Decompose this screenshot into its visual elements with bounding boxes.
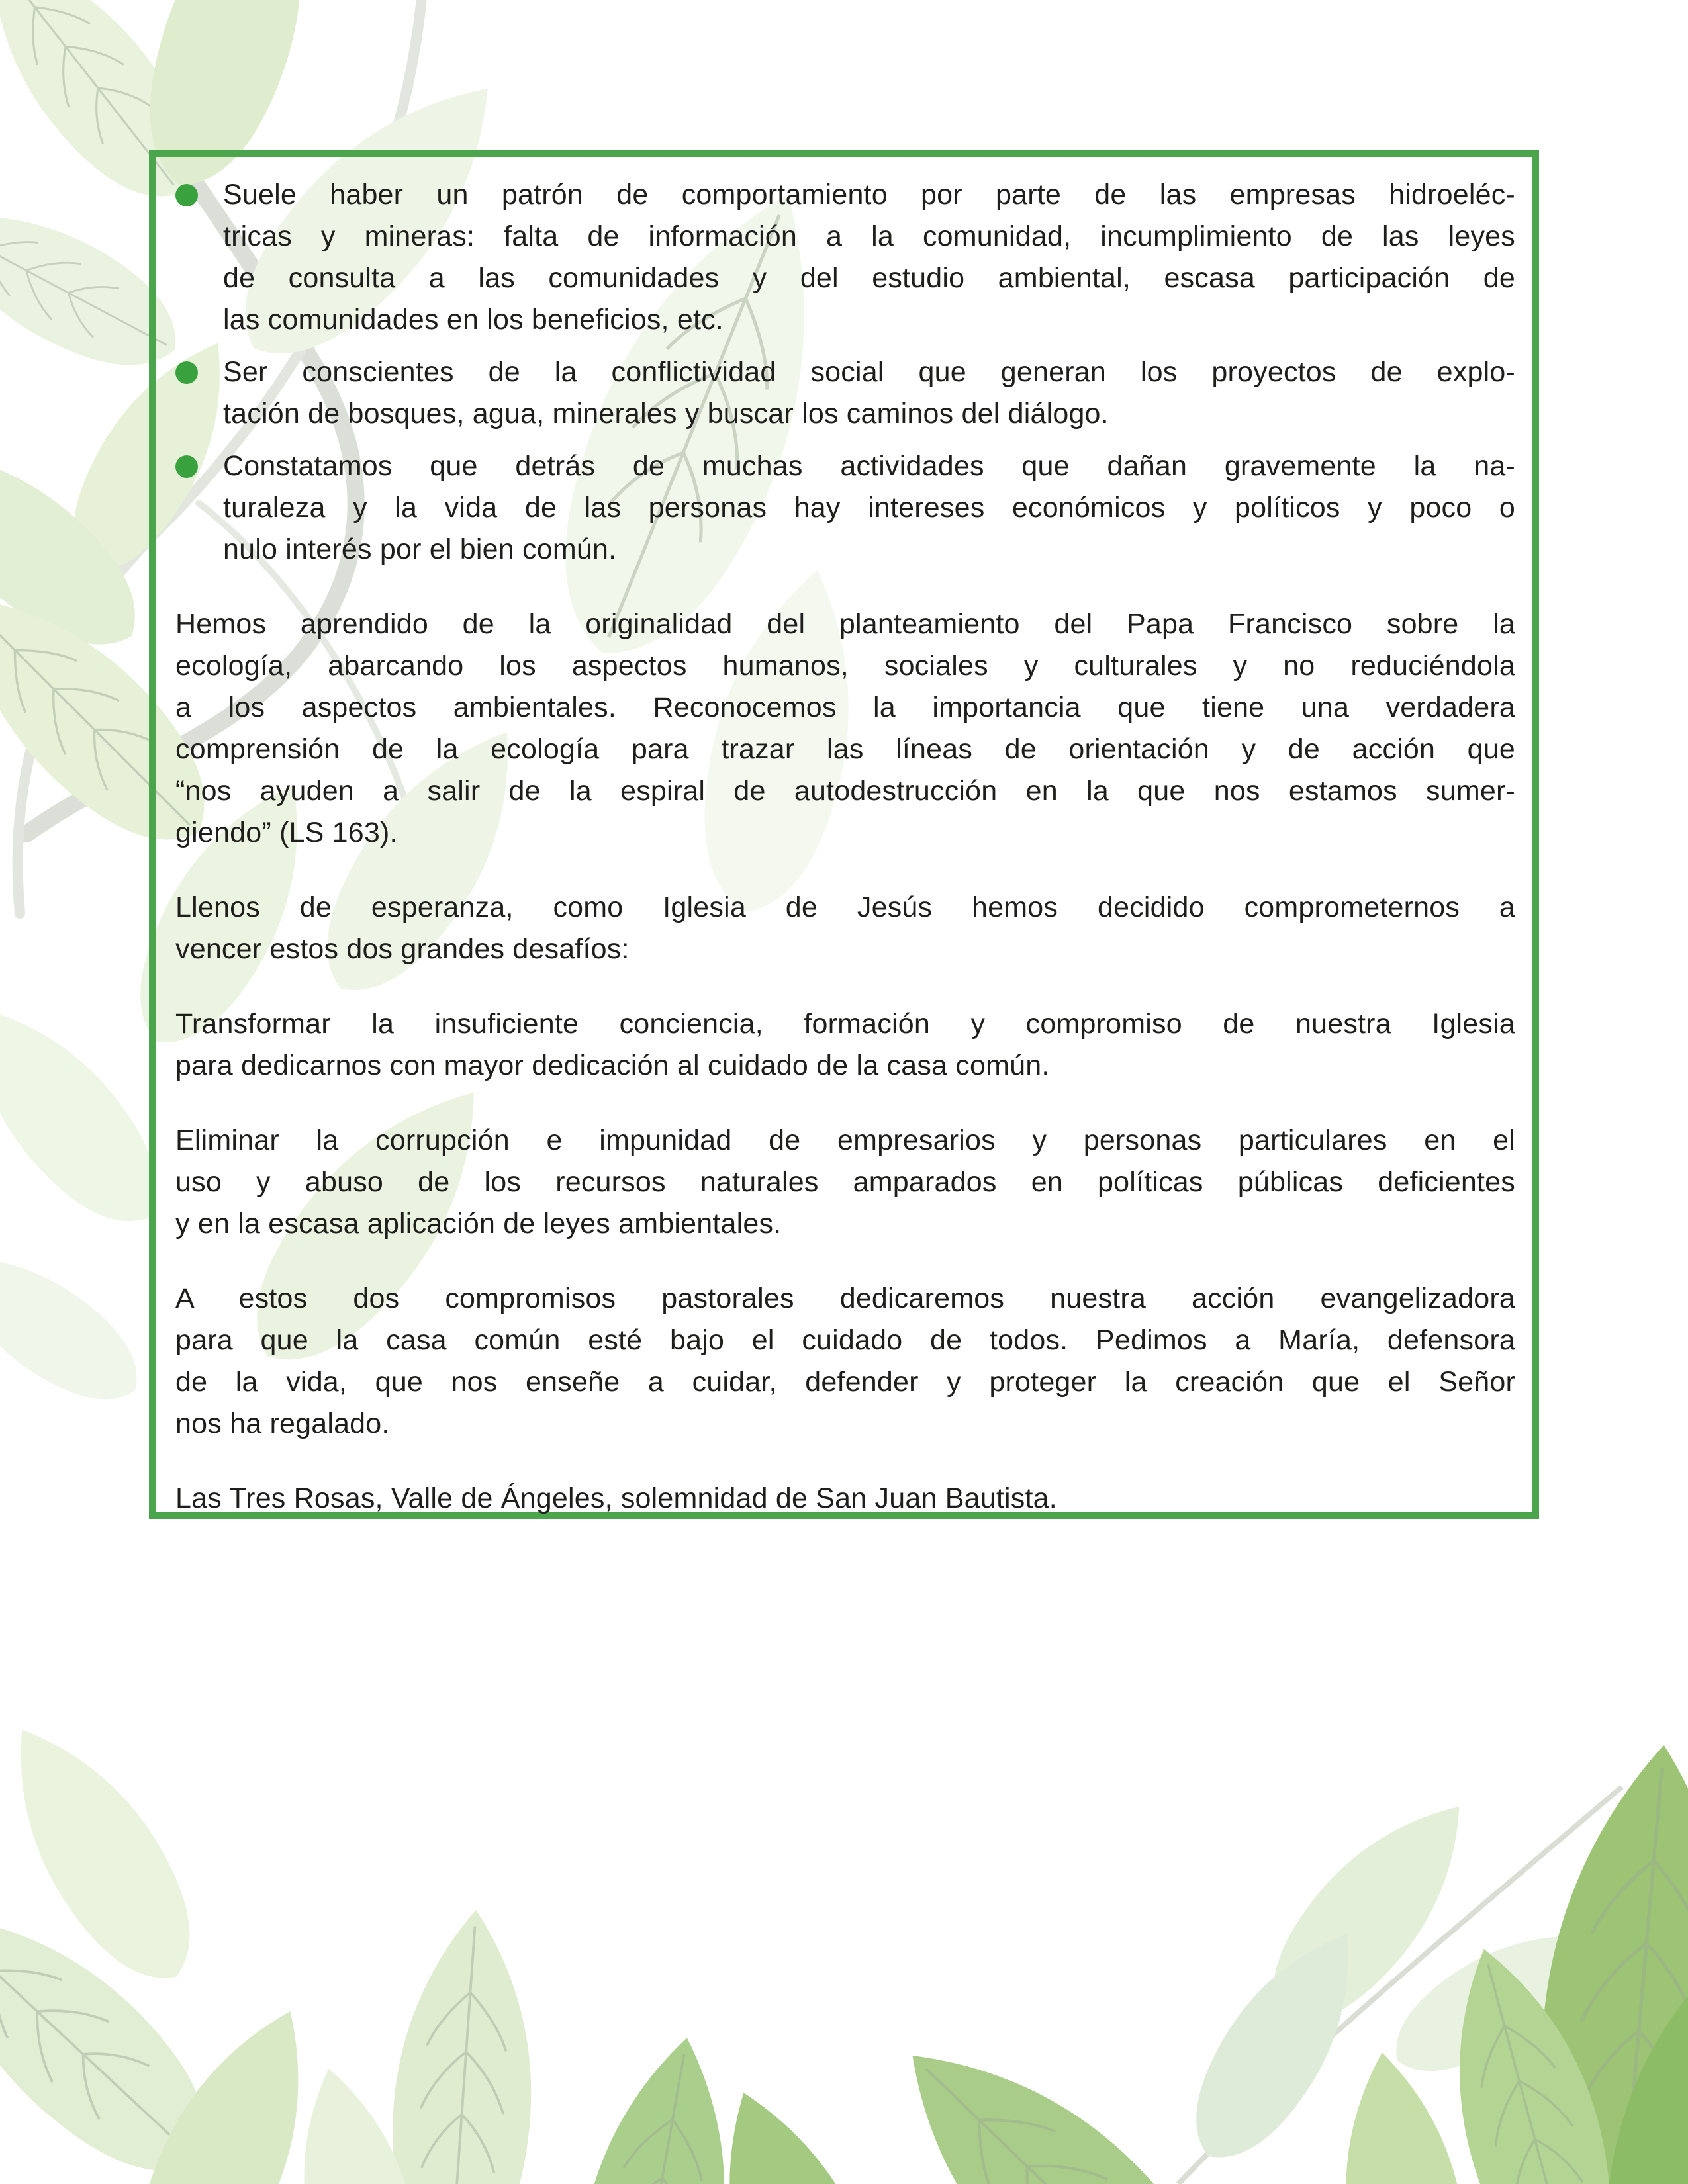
text-line: las comunidades en los beneficios, etc. <box>223 304 724 336</box>
text-line: ecología, abarcando los aspectos humanos, sociales y culturales y no reduciéndola <box>175 650 1515 682</box>
text-line: A estos dos compromisos pastorales dedicaremos nuestra acción evangelizadora <box>175 1283 1515 1314</box>
panel-text-column <box>175 174 1515 1520</box>
leaf-icon <box>383 1905 545 2184</box>
paragraph <box>175 1120 1515 1245</box>
bullet-list <box>175 174 1515 570</box>
text-line: Transformar la insuficiente conciencia, formación y compromiso de nuestra Iglesia <box>175 1008 1515 1040</box>
text-line: Suele haber un patrón de comportamiento por parte de las empresas hidroeléc- <box>223 179 1515 210</box>
leaf-icon <box>0 1221 160 1426</box>
text-panel <box>149 150 1539 1519</box>
paragraph <box>175 604 1515 854</box>
text-line: para dedicarnos con mayor dedicación al cuidado de la casa común. <box>175 1050 1050 1081</box>
text-line: Ser conscientes de la conflictividad social que generan los proyectos de explo- <box>223 356 1515 388</box>
text-line: de la vida, que nos enseñe a cuidar, defender y proteger la creación que el Señor <box>175 1366 1515 1398</box>
text-line: comprensión de la ecología para trazar las líneas de orientación y de acción que <box>175 733 1515 765</box>
text-line: uso y abuso de los recursos naturales amparados en políticas públicas deficientes <box>175 1166 1515 1198</box>
bullet-text <box>223 445 1515 570</box>
text-line: giendo” (LS 163). <box>175 817 398 848</box>
paragraph-list <box>175 604 1515 1520</box>
bullet-dot-icon <box>175 184 198 206</box>
paragraph <box>175 1478 1515 1520</box>
bullet-item <box>175 351 1515 435</box>
text-line: tación de bosques, agua, minerales y buscar los caminos del diálogo. <box>223 398 1109 430</box>
text-line: Eliminar la corrupción e impunidad de empresarios y personas particulares en el <box>175 1124 1515 1156</box>
leaf-icon <box>556 2026 754 2184</box>
bullet-item <box>175 445 1515 570</box>
bullet-item <box>175 174 1515 341</box>
text-line: turaleza y la vida de las personas hay intereses económicos y políticos y poco o <box>223 492 1515 523</box>
paragraph <box>175 1278 1515 1445</box>
text-line: tricas y mineras: falta de información a la comunidad, incumplimiento de las leyes <box>223 220 1515 252</box>
text-line: Llenos de esperanza, como Iglesia de Jesús hemos decidido comprometernos a <box>175 891 1515 923</box>
paragraph <box>175 1003 1515 1087</box>
text-line: de consulta a las comunidades y del estudio ambiental, escasa participación de <box>223 262 1515 294</box>
paragraph <box>175 887 1515 970</box>
bullet-dot-icon <box>175 455 198 478</box>
bullet-text <box>223 174 1515 341</box>
bullet-dot-icon <box>175 361 198 384</box>
text-line: nos ha regalado. <box>175 1408 390 1439</box>
text-line: a los aspectos ambientales. Reconocemos la importancia que tiene una verdadera <box>175 692 1515 723</box>
bullet-text <box>223 351 1515 435</box>
text-line: para que la casa común esté bajo el cuidado de todos. Pedimos a María, defensora <box>175 1324 1515 1356</box>
text-line: Hemos aprendido de la originalidad del planteamiento del Papa Francisco sobre la <box>175 608 1515 640</box>
text-line: Las Tres Rosas, Valle de Ángeles, solemnidad de San Juan Bautista. <box>175 1482 1057 1514</box>
text-line: Constatamos que detrás de muchas actividades que dañan gravemente la na- <box>223 450 1515 482</box>
text-line: vencer estos dos grandes desafíos: <box>175 933 630 965</box>
text-line: “nos ayuden a salir de la espiral de autodestrucción en la que nos estamos sumer- <box>175 775 1515 807</box>
text-line: y en la escasa aplicación de leyes ambientales. <box>175 1208 782 1240</box>
leaf-icon <box>859 2001 1259 2184</box>
text-line: nulo interés por el bien común. <box>223 533 617 565</box>
